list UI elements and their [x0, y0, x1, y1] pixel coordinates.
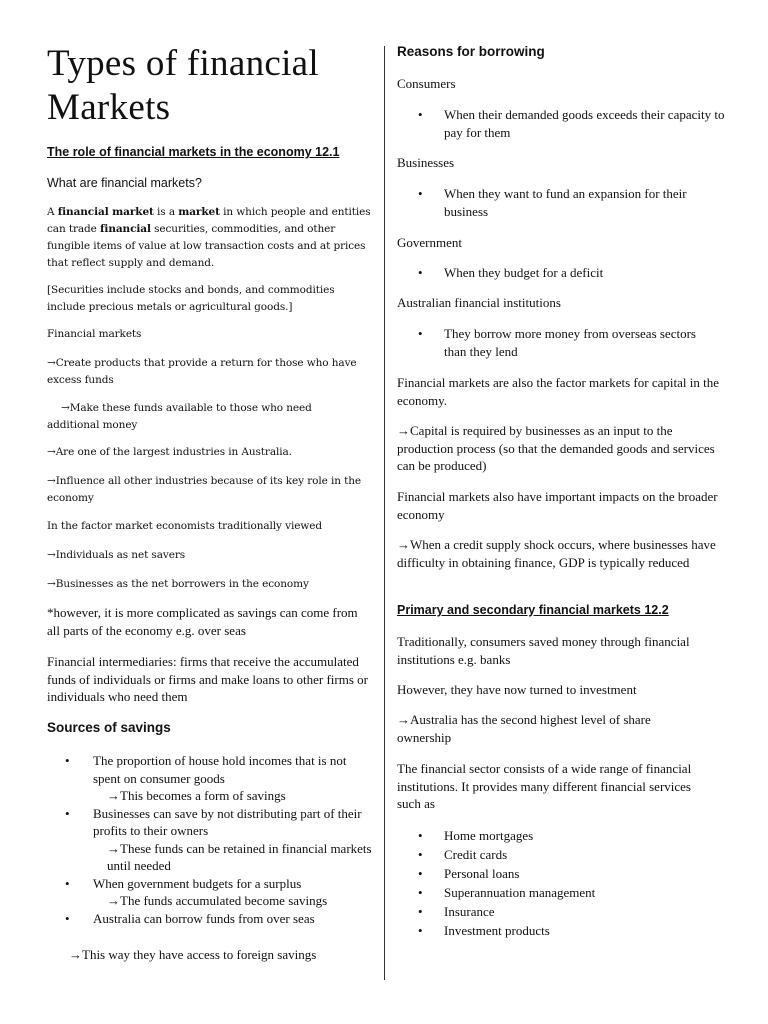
traditionally-paragraph: Traditionally, consumers saved money through financial institutions e.g. banks [397, 634, 690, 667]
businesses-label: Businesses [397, 155, 455, 170]
question-heading: What are financial markets? [47, 176, 202, 190]
bullet-icon: • [418, 186, 423, 201]
arrow-point-largest: →Are one of the largest industries in Australia. [47, 446, 292, 458]
services-list [418, 826, 718, 940]
list-item [65, 805, 375, 875]
share-ownership-paragraph: →Australia has the second highest level of share ownership [397, 712, 651, 745]
page-title-line-1: Types of financial [47, 43, 319, 84]
list-item-text: Investment products [444, 923, 550, 938]
list-item-sub: →The funds accumulated become savings [107, 893, 328, 908]
government-label: Government [397, 235, 462, 250]
list-item [65, 875, 375, 910]
arrow-point-make: →Make these funds available to those who need additional money [47, 402, 312, 431]
list-item-text: When they budget for a deficit [444, 265, 604, 280]
list-item-text: When their demanded goods exceeds their capacity to pay for them [444, 107, 725, 140]
financial-markets-label: Financial markets [47, 328, 142, 340]
sources-heading: Sources of savings [47, 720, 171, 735]
list-item-text: Insurance [444, 904, 495, 919]
net-savers-line: →Individuals as net savers [47, 549, 186, 561]
list-item [418, 883, 718, 902]
turned-to-investment: However, they have now turned to investment [397, 682, 637, 697]
impacts-paragraph: Financial markets also have important impacts on the broader economy [397, 489, 718, 522]
bullet-icon: • [65, 910, 70, 926]
however-note: *however, it is more complicated as savings can come from all parts of the economy e.g. over seas [47, 605, 358, 638]
credit-shock-paragraph: →When a credit supply shock occurs, where businesses have difficulty in obtaining finance, GDP is typically reduced [397, 537, 716, 570]
consumers-label: Consumers [397, 76, 456, 91]
reasons-heading: Reasons for borrowing [397, 44, 545, 59]
list-item-text: The proportion of house hold incomes that is not spent on consumer goods [93, 753, 347, 786]
list-item-text: Australia can borrow funds from over seas [93, 910, 315, 926]
list-item-text: Superannuation management [444, 885, 596, 900]
bullet-icon: • [418, 923, 423, 938]
list-item [418, 185, 728, 220]
list-item-text: Businesses can save by not distributing part of their profits to their owners [93, 805, 362, 838]
institutions-label: Australian financial institutions [397, 295, 561, 310]
list-item-sub: →These funds can be retained in financial markets until needed [107, 840, 372, 873]
arrow-point-create: →Create products that provide a return for those who have excess funds [47, 357, 357, 386]
bullet-icon: • [418, 326, 423, 341]
list-item [418, 845, 718, 864]
list-item [418, 264, 728, 282]
list-item [418, 325, 708, 360]
bullet-icon: • [65, 875, 70, 891]
bullet-icon: • [418, 885, 423, 900]
list-item-text: Personal loans [444, 866, 520, 881]
list-item-text: When government budgets for a surplus [93, 875, 302, 891]
definition-paragraph: A financial market is a market in which people and entities can trade financial securities, commodities, and other fungible items of value at low transaction costs and at prices that reflect supply and demand. [47, 206, 371, 269]
bullet-icon: • [418, 828, 423, 843]
arrow-point-influence: →Influence all other industries because of its key role in the economy [47, 475, 362, 504]
bullet-icon: • [418, 265, 423, 280]
foreign-savings-line: →This way they have access to foreign savings [69, 947, 317, 962]
list-item-text: They borrow more money from overseas sectors than they lend [444, 326, 696, 359]
bullet-icon: • [418, 866, 423, 881]
bullet-icon: • [65, 805, 70, 821]
list-item-sub: →This becomes a form of savings [107, 788, 286, 803]
page-title-line-2: Markets [47, 87, 171, 128]
sources-list [65, 752, 375, 927]
bullet-icon: • [418, 107, 423, 122]
net-borrowers-line: →Businesses as the net borrowers in the economy [47, 578, 309, 590]
list-item [418, 826, 718, 845]
section-heading-primary-secondary: Primary and secondary financial markets 12.2 [397, 603, 669, 617]
list-item [418, 921, 718, 940]
financial-sector-paragraph: The financial sector consists of a wide range of financial institutions. It provides many different financial services such as [397, 761, 692, 811]
list-item [418, 864, 718, 883]
securities-note: [Securities include stocks and bonds, and commodities include precious metals or agricultural goods.] [47, 284, 335, 313]
bullet-icon: • [418, 904, 423, 919]
column-divider [384, 46, 385, 980]
list-item-text: When they want to fund an expansion for their business [444, 186, 687, 219]
intermediaries-definition: Financial intermediaries: firms that receive the accumulated funds of individuals or firms and make loans to other firms or individuals who need them [47, 654, 368, 704]
bullet-icon: • [65, 753, 70, 768]
list-item [65, 910, 375, 928]
list-item [418, 106, 728, 141]
section-heading-role: The role of financial markets in the economy 12.1 [47, 145, 340, 159]
bullet-icon: • [418, 847, 423, 862]
list-item-text: Home mortgages [444, 828, 534, 843]
capital-paragraph: →Capital is required by businesses as an input to the production process (so that the demanded goods and services can be produced) [397, 423, 715, 473]
list-item [418, 902, 718, 921]
factor-market-line: In the factor market economists traditionally viewed [47, 520, 322, 532]
list-item [65, 752, 375, 805]
factor-markets-paragraph: Financial markets are also the factor markets for capital in the economy. [397, 375, 719, 408]
list-item-text: Credit cards [444, 847, 508, 862]
